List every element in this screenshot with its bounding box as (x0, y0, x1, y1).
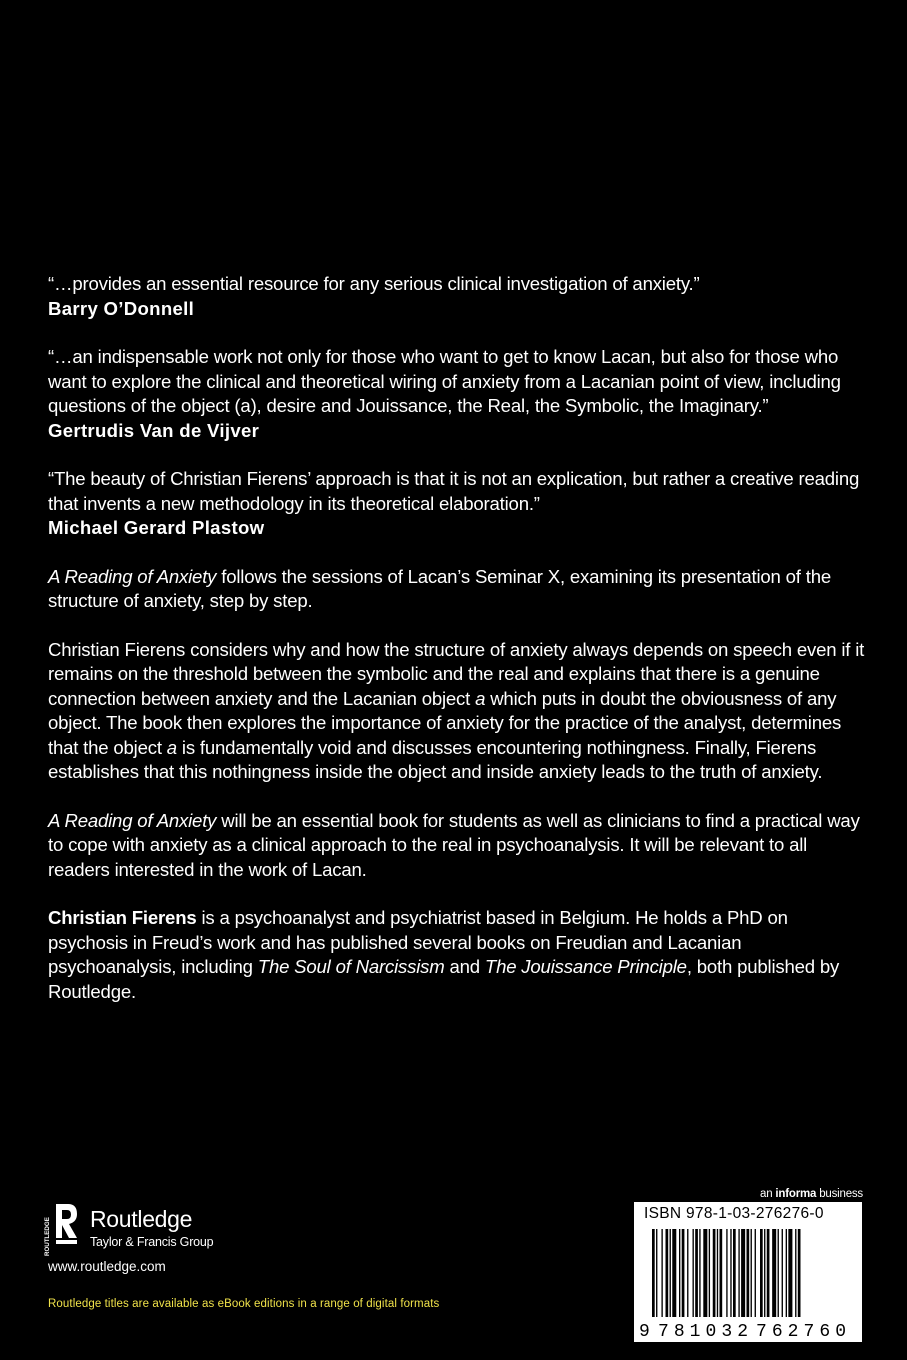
barcode-bar (786, 1229, 787, 1317)
isbn-label: ISBN 978-1-03-276276-0 (644, 1205, 824, 1222)
description-text: follows the sessions of Lacan’s Seminar X, examining its presentation of the structure of anxiety, step by step. (48, 565, 831, 611)
bio-text: and (444, 956, 485, 977)
barcode-bar (703, 1229, 707, 1317)
barcode-bar (778, 1229, 779, 1317)
publisher-name: Routledge (90, 1206, 193, 1232)
barcode-bar (699, 1229, 700, 1317)
barcode-bar (755, 1229, 756, 1317)
publisher-website: www.routledge.com (48, 1259, 166, 1274)
barcode-bar (726, 1229, 727, 1317)
barcode-bar (741, 1229, 745, 1317)
other-book-title: The Jouissance Principle (484, 956, 687, 977)
barcode-bar (679, 1229, 680, 1317)
description-text: which puts in doubt the obviousness of any object. The book then explores the importance of anxiety for the practice of the analyst, determines that the object (48, 687, 842, 758)
barcode-bar (767, 1229, 770, 1317)
review-quote: “The beauty of Christian Fierens’ approach is that it is not an explication, but rather a creative reading that invents a new methodology in its theoretical elaboration.” (48, 468, 860, 514)
barcode-bar (670, 1229, 671, 1317)
barcode-bar (713, 1229, 716, 1317)
barcode-bar (693, 1229, 694, 1317)
barcode-bar (672, 1229, 676, 1317)
book-title: A Reading of Anxiety (48, 565, 217, 587)
barcode-bar (652, 1229, 655, 1317)
publisher-group: Taylor & Francis Group (90, 1235, 214, 1249)
barcode-bar (720, 1229, 723, 1317)
object-a: a (475, 687, 486, 709)
barcode-bar (795, 1229, 796, 1317)
barcode-left-group: 781032 (658, 1322, 748, 1340)
barcode-bar (666, 1229, 669, 1317)
review-author: Gertrudis Van de Vijver (48, 419, 260, 441)
barcode-bar (717, 1229, 718, 1317)
object-a: a (166, 736, 177, 758)
description-paragraph-3 (48, 809, 868, 883)
author-bio (48, 906, 868, 1004)
barcode-digits (634, 1318, 862, 1340)
ebook-note: Routledge titles are available as eBook editions in a range of digital formats (48, 1298, 440, 1310)
description-text: will be an essential book for students as well as clinicians to find a practical way to cope with anxiety as a clinical approach to the real in psychoanalysis. It will be relevant to all readers interested in the work of Lacan. (48, 809, 860, 880)
barcode-bar (687, 1229, 688, 1317)
description-text: Christian Fierens considers why and how the structure of anxiety always depends on speech even if it remains on the threshold between the symbolic and the real and explains that there is a genuine connection between anxiety and the Lacanian object (48, 638, 865, 709)
review-quote: “…an indispensable work not only for those who want to get to know Lacan, but also for those who want to explore the clinical and theoretical wiring of anxiety from a Lacanian point of view, including questions of the object (a), desire and Jouissance, the Real, the Symbolic, the Imaginary.” (48, 346, 841, 416)
author-name: Christian Fierens (48, 907, 197, 928)
other-book-title: The Soul of Narcissism (257, 956, 445, 977)
description-paragraph-2 (48, 638, 868, 785)
review-quote: “…provides an essential resource for any serious clinical investigation of anxiety.” (48, 273, 700, 294)
review-author: Barry O’Donnell (48, 297, 195, 319)
bio-text: is a psychoanalyst and psychiatrist based in Belgium. He holds a PhD on psychosis in Freud’s work and has published several books on Freudian and Lacanian psychoanalysis, including (48, 907, 788, 977)
routledge-logo (42, 1202, 242, 1262)
barcode-first-digit: 9 (639, 1322, 650, 1340)
review-2 (48, 345, 868, 443)
barcode-bar (661, 1229, 662, 1317)
barcode-bar (682, 1229, 685, 1317)
barcode-bar (782, 1229, 783, 1317)
barcode-bar (798, 1229, 801, 1317)
barcode-bar (788, 1229, 792, 1317)
bio-text: , both published by Routledge. (48, 956, 840, 1002)
barcode-bar (709, 1229, 710, 1317)
book-title: A Reading of Anxiety (48, 809, 217, 831)
routledge-r-mark-icon (42, 1202, 78, 1258)
review-1 (48, 272, 868, 321)
barcode-right-group: 762760 (756, 1322, 846, 1340)
description-paragraph-1 (48, 565, 868, 614)
informa-business-label: an informa business (760, 1188, 863, 1200)
barcode-icon (652, 1229, 852, 1317)
review-author: Michael Gerard Plastow (48, 517, 265, 538)
barcode-bar (695, 1229, 698, 1317)
barcode-bar (730, 1229, 731, 1317)
barcode-bar (747, 1229, 750, 1317)
logo-vertical-text: ROUTLEDGE (44, 1217, 51, 1256)
barcode-bar (772, 1229, 776, 1317)
barcode-bar (764, 1229, 765, 1317)
description-text: is fundamentally void and discusses encountering nothingness. Finally, Fierens establishes that this nothingness inside the object and inside anxiety leads to the truth of anxiety. (48, 736, 823, 782)
barcode-bar (751, 1229, 752, 1317)
barcode-bar (738, 1229, 739, 1317)
cover-text (48, 272, 868, 1028)
review-3 (48, 467, 868, 541)
barcode-bar (656, 1229, 657, 1317)
isbn-barcode-block (634, 1202, 862, 1342)
barcode-bar (760, 1229, 763, 1317)
barcode-bar (733, 1229, 736, 1317)
